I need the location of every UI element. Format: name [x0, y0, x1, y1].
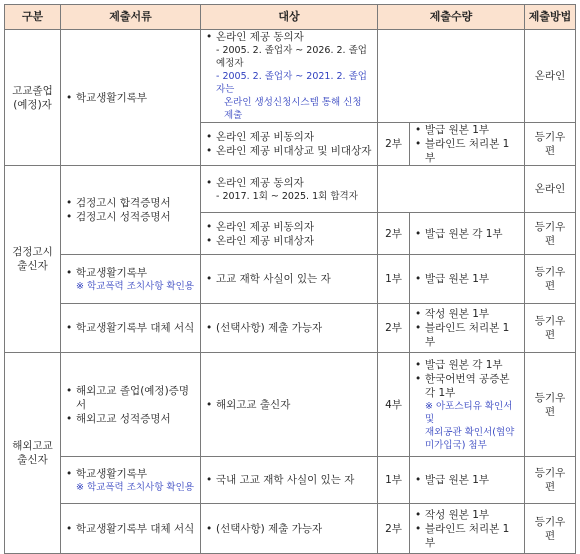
count-item: • 블라인드 처리본 1부	[415, 321, 519, 349]
method-cell: 등기우편	[525, 255, 576, 304]
count-items	[410, 213, 525, 255]
count-item: • 작성 원본 1부	[415, 307, 519, 321]
category-cell: 고교졸업 (예정)자	[5, 30, 61, 166]
target-item: • 온라인 제공 동의자	[206, 176, 372, 190]
target-sub: - 2005. 2. 졸업자 ~ 2026. 2. 졸업예정자	[216, 45, 367, 69]
doc-cell	[61, 30, 201, 166]
count-number: 2부	[378, 504, 410, 554]
doc-note: ※ 학교폭력 조치사항 확인용	[76, 481, 194, 493]
target-note: 온라인 생성신청시스템 통해 신청 제출	[224, 97, 362, 121]
target-item: • (선택사항) 제출 가능자	[206, 522, 372, 536]
target-cell	[201, 504, 378, 554]
method-cell: 등기우편	[525, 123, 576, 166]
target-cell	[201, 304, 378, 353]
count-item: • 발급 원본 1부	[415, 123, 519, 137]
target-item: • 온라인 제공 비동의자	[206, 130, 372, 144]
count-note: ※ 아포스티유 확인서 및	[425, 400, 513, 425]
count-number: 2부	[378, 213, 410, 255]
target-item: • 온라인 제공 비대상교 및 비대상자	[206, 144, 372, 158]
target-cell	[201, 213, 378, 255]
target-cell	[201, 457, 378, 504]
doc-cell	[61, 353, 201, 457]
doc-cell	[61, 457, 201, 504]
doc-cell	[61, 304, 201, 353]
table-row	[5, 30, 576, 123]
count-item: • 발급 원본 1부	[415, 473, 519, 487]
table-row	[5, 304, 576, 353]
table-row	[5, 353, 576, 457]
count-number: 2부	[378, 304, 410, 353]
count-items	[410, 304, 525, 353]
count-items	[410, 255, 525, 304]
count-item: • 블라인드 처리본 1부	[415, 137, 519, 165]
target-item: • (선택사항) 제출 가능자	[206, 321, 372, 335]
doc-item: • 검정고시 합격증명서	[66, 196, 195, 210]
category-cell: 검정고시 출신자	[5, 166, 61, 353]
doc-cell	[61, 166, 201, 255]
table-row	[5, 166, 576, 213]
doc-item: • 해외고교 성적증명서	[66, 412, 195, 426]
target-item: • 온라인 제공 비대상자	[206, 234, 372, 248]
method-cell: 등기우편	[525, 304, 576, 353]
method-cell: 등기우편	[525, 457, 576, 504]
count-item: • 발급 원본 각 1부	[415, 227, 519, 241]
doc-cell	[61, 504, 201, 554]
doc-item: • 학교생활기록부 대체 서식	[66, 321, 195, 335]
method-cell: 온라인	[525, 166, 576, 213]
target-cell	[201, 30, 378, 123]
target-item: • 온라인 제공 비동의자	[206, 220, 372, 234]
submission-requirements-table	[4, 4, 576, 554]
count-number: 4부	[378, 353, 410, 457]
count-items	[410, 123, 525, 166]
header-method: 제출방법	[525, 5, 576, 30]
target-note: - 2005. 2. 졸업자 ~ 2021. 2. 졸업자는	[216, 71, 367, 95]
count-item: • 한국어번역 공증본 각 1부	[415, 372, 519, 400]
table-row	[5, 255, 576, 304]
header-count: 제출수량	[378, 5, 525, 30]
method-cell: 등기우편	[525, 213, 576, 255]
target-cell	[201, 255, 378, 304]
count-items	[410, 504, 525, 554]
count-number: 2부	[378, 123, 410, 166]
doc-item: • 학교생활기록부	[66, 266, 195, 280]
count-number: 1부	[378, 457, 410, 504]
target-item: • 해외고교 출신자	[206, 398, 372, 412]
method-cell: 온라인	[525, 30, 576, 123]
count-note: 재외공관 확인서(협약	[425, 426, 515, 438]
count-item: • 발급 원본 1부	[415, 272, 519, 286]
doc-cell	[61, 255, 201, 304]
doc-item: • 해외고교 졸업(예정)증명서	[66, 384, 195, 412]
doc-note: ※ 학교폭력 조치사항 확인용	[76, 280, 194, 292]
method-cell: 등기우편	[525, 504, 576, 554]
doc-item: • 검정고시 성적증명서	[66, 210, 195, 224]
count-item: • 블라인드 처리본 1부	[415, 522, 519, 550]
method-cell: 등기우편	[525, 353, 576, 457]
count-items	[410, 353, 525, 457]
table-row	[5, 504, 576, 554]
count-cell-empty	[378, 30, 525, 123]
count-item: • 발급 원본 각 1부	[415, 358, 519, 372]
header-category: 구분	[5, 5, 61, 30]
count-items	[410, 457, 525, 504]
count-number: 1부	[378, 255, 410, 304]
doc-item: • 학교생활기록부 대체 서식	[66, 522, 195, 536]
target-item: • 국내 고교 재학 사실이 있는 자	[206, 473, 372, 487]
doc-item: • 학교생활기록부	[66, 467, 195, 481]
category-cell: 해외고교 출신자	[5, 353, 61, 554]
target-item: • 고교 재학 사실이 있는 자	[206, 272, 372, 286]
target-cell	[201, 166, 378, 213]
target-sub: - 2017. 1회 ~ 2025. 1회 합격자	[216, 190, 358, 202]
header-row	[5, 5, 576, 30]
header-docs: 제출서류	[61, 5, 201, 30]
target-item: • 온라인 제공 동의자	[206, 30, 372, 44]
count-cell-empty	[378, 166, 525, 213]
header-target: 대상	[201, 5, 378, 30]
target-cell	[201, 353, 378, 457]
doc-item: • 학교생활기록부	[66, 91, 195, 105]
count-note: 미가입국) 첨부	[425, 439, 487, 451]
table-row	[5, 457, 576, 504]
count-item: • 작성 원본 1부	[415, 508, 519, 522]
target-cell	[201, 123, 378, 166]
